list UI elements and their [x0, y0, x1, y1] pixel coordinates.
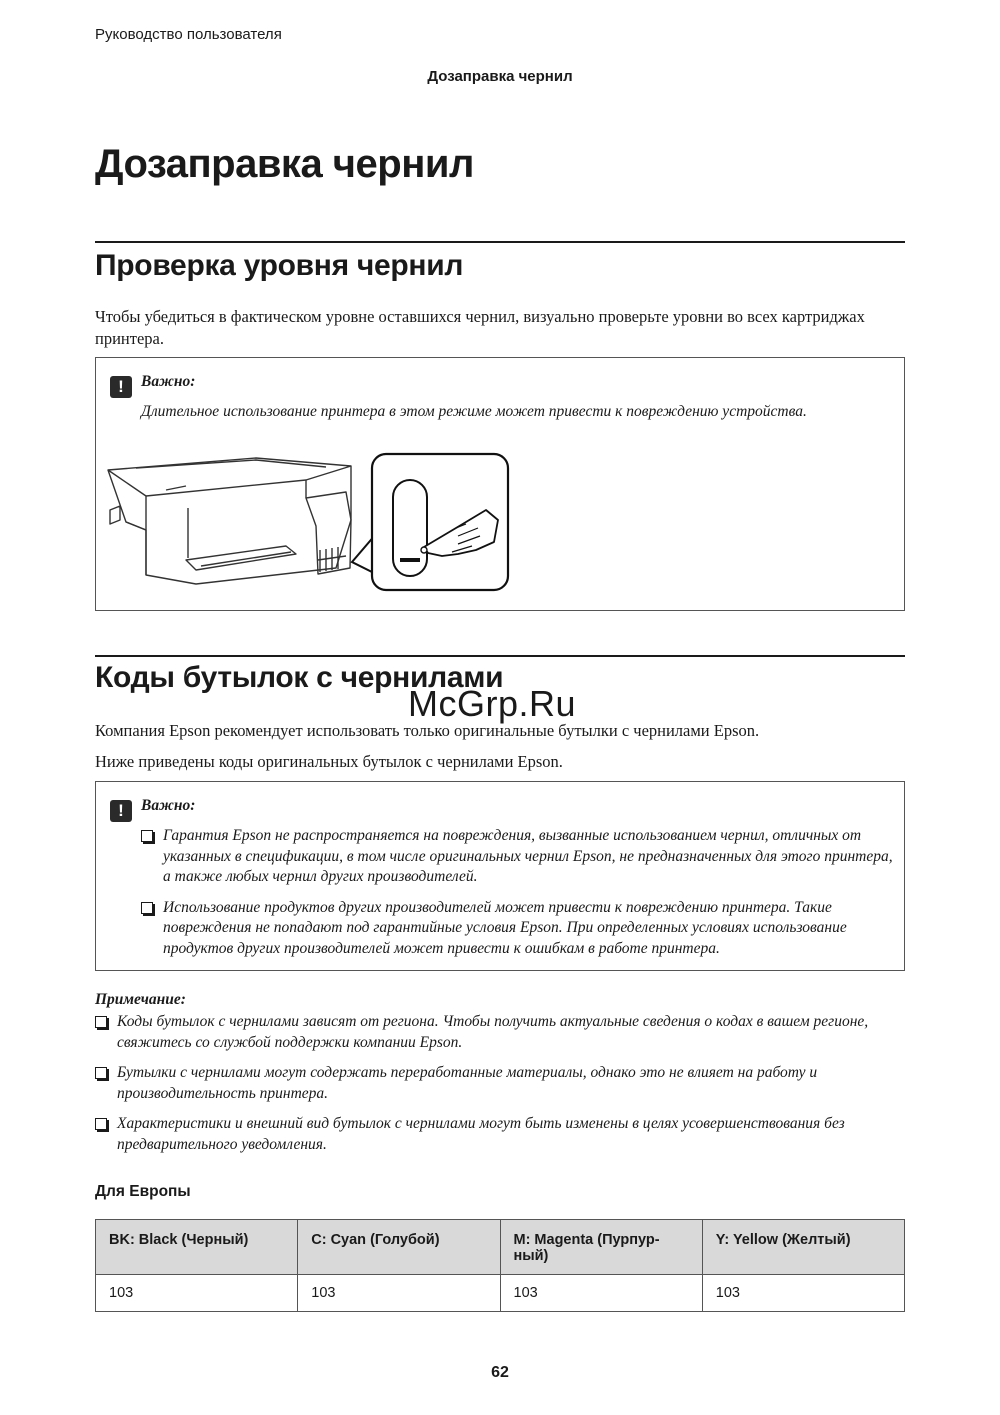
checkbox-bullet-icon [141, 830, 153, 842]
section-heading-ink-level: Проверка уровня чернил [95, 249, 464, 282]
table-cell: 103 [702, 1275, 904, 1312]
printer-ink-level-illustration [106, 450, 516, 602]
table-header-cell: M: Magenta (Пурпур-ный) [500, 1220, 702, 1275]
exclamation-icon: ! [110, 376, 132, 398]
exclamation-icon: ! [110, 800, 132, 822]
ink-level-intro: Чтобы убедиться в фактическом уровне оставшихся чернил, визуально проверьте уровни во всех картриджах принтера. [95, 307, 865, 348]
important-list [141, 826, 896, 959]
list-item: Бутылки с чернилами могут содержать переработанные материалы, однако это не влияет на работу и производительность принтера. [95, 1063, 905, 1104]
list-item: Характеристики и внешний вид бутылок с чернилами могут быть изменены в целях усовершенствования без предварительного уведомления. [95, 1114, 905, 1155]
ink-codes-table [95, 1219, 905, 1312]
important-box-bottle-codes [95, 781, 905, 971]
important-label: Важно: [141, 373, 196, 390]
table-cell: 103 [96, 1275, 298, 1312]
table-cell: 103 [298, 1275, 500, 1312]
section-rule [95, 655, 905, 657]
page-number: 62 [491, 1364, 509, 1381]
table-header-cell: C: Cyan (Голубой) [298, 1220, 500, 1275]
table-cell: 103 [500, 1275, 702, 1312]
bottle-codes-para-2: Ниже приведены коды оригинальных бутылок с чернилами Epson. [95, 752, 563, 771]
table-header-cell: BK: Black (Черный) [96, 1220, 298, 1275]
note-list [95, 1012, 905, 1155]
important-label: Важно: [141, 797, 196, 814]
checkbox-bullet-icon [95, 1016, 107, 1028]
important-box-ink-level [95, 357, 905, 611]
checkbox-bullet-icon [141, 902, 153, 914]
list-item: Использование продуктов других производителей может привести к повреждению принтера. Такие повреждения не попадают под гарантийные условия Epson. При определенных условиях использование продуктов других производителей может привести к ошибкам в работе принтера. [141, 898, 896, 960]
section-rule [95, 241, 905, 243]
table-header-cell: Y: Yellow (Желтый) [702, 1220, 904, 1275]
table-header-row [96, 1220, 905, 1275]
important-text: Длительное использование принтера в этом режиме может привести к повреждению устройства. [141, 403, 807, 420]
section-heading-bottle-codes: Коды бутылок с чернилами [95, 661, 504, 694]
table-row [96, 1275, 905, 1312]
section-header: Дозаправка чернил [427, 68, 573, 85]
checkbox-bullet-icon [95, 1118, 107, 1130]
page-title: Дозаправка чернил [95, 142, 474, 186]
list-item: Коды бутылок с чернилами зависят от региона. Чтобы получить актуальные сведения о кодах в вашем регионе, свяжитесь со службой поддержки компании Epson. [95, 1012, 905, 1053]
running-head: Руководство пользователя [95, 26, 282, 43]
watermark: McGrp.Ru [408, 683, 577, 724]
note-label: Примечание: [95, 991, 186, 1008]
region-heading: Для Европы [95, 1183, 191, 1200]
checkbox-bullet-icon [95, 1067, 107, 1079]
bottle-codes-para-1: Компания Epson рекомендует использовать только оригинальные бутылки с чернилами Epson. [95, 721, 760, 740]
list-item: Гарантия Epson не распространяется на повреждения, вызванные использованием чернил, отличных от указанных в спецификации, в том числе оригинальных чернил Epson, не предназначенных для этого принтера, а также любых чернил других производителей. [141, 826, 896, 888]
